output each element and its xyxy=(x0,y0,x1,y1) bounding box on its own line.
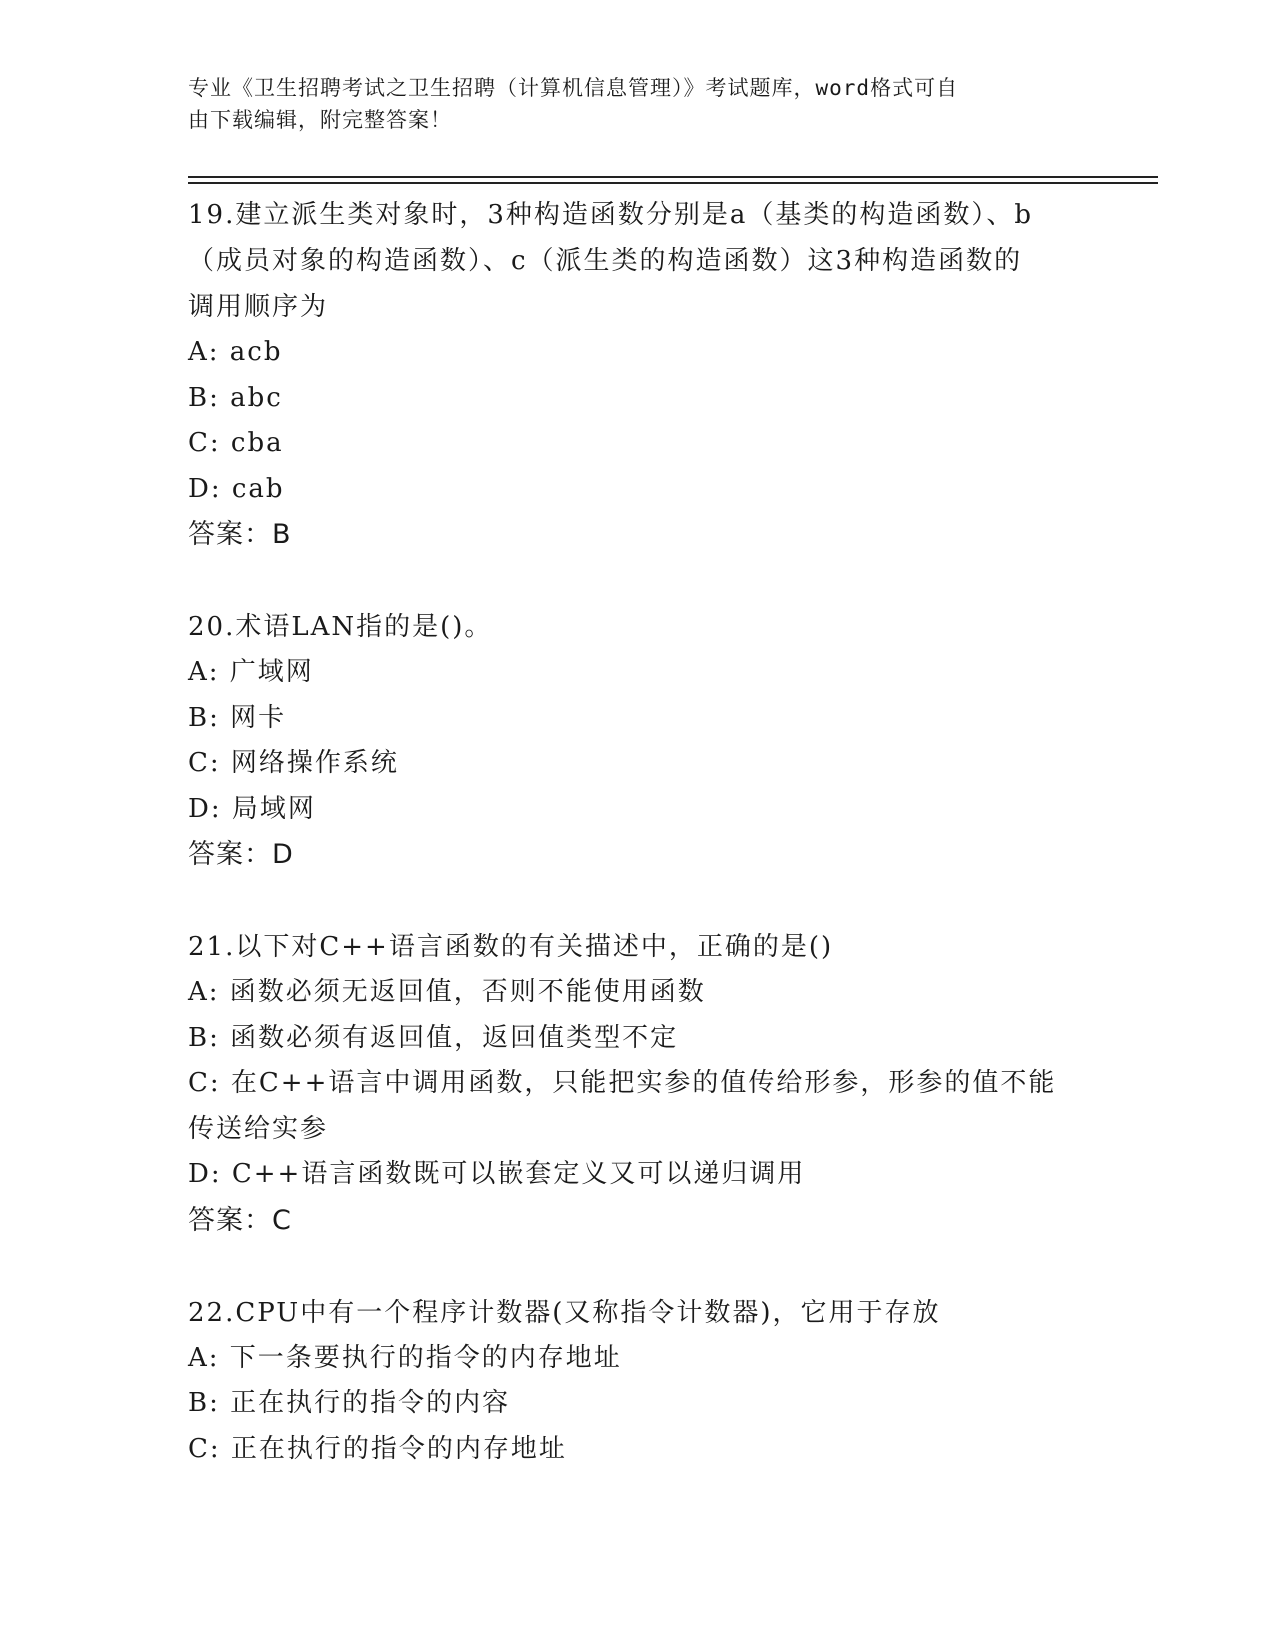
answer-option: D: 局域网 xyxy=(188,793,316,824)
header-divider-top xyxy=(188,176,1158,178)
answer-option: B: 网卡 xyxy=(188,702,287,733)
question-block xyxy=(188,1290,1088,1473)
answer-option: C: 在C++语言中调用函数，只能把实参的值传给形参，形参的值不能 xyxy=(188,1068,1057,1098)
question-spacer xyxy=(188,558,1088,604)
answer-option: A: 函数必须无返回值，否则不能使用函数 xyxy=(188,977,706,1007)
answer-option: A: acb xyxy=(188,337,283,367)
question-block xyxy=(188,924,1088,1290)
document-header xyxy=(188,72,1068,136)
answer-option: A: 广域网 xyxy=(188,657,314,687)
question-stem-line: 22.CPU中有一个程序计数器(又称指令计数器)，它用于存放 xyxy=(188,1297,941,1328)
question-stem-line: 21.以下对C++语言函数的有关描述中，正确的是() xyxy=(188,932,834,962)
question-stem-line: 20.术语LAN指的是()。 xyxy=(188,612,493,642)
answer-option: B: 函数必须有返回值，返回值类型不定 xyxy=(188,1022,679,1053)
question-stem-line: 19.建立派生类对象时，3种构造函数分别是a（基类的构造函数）、b xyxy=(188,200,1034,230)
answer-key: 答案：B xyxy=(188,519,292,550)
answer-option: 传送给实参 xyxy=(188,1113,329,1144)
question-spacer xyxy=(188,878,1088,924)
question-block xyxy=(188,192,1088,604)
answer-option: C: 正在执行的指令的内存地址 xyxy=(188,1433,567,1464)
header-line-2: 由下载编辑，附完整答案！ xyxy=(188,108,452,132)
answer-option: A: 下一条要执行的指令的内存地址 xyxy=(188,1342,622,1373)
answer-option: C: 网络操作系统 xyxy=(188,748,399,778)
question-stem-line: （成员对象的构造函数）、c（派生类的构造函数）这3种构造函数的 xyxy=(188,246,1023,276)
question-list xyxy=(188,192,1088,1472)
header-divider-bottom xyxy=(188,182,1158,184)
answer-key: 答案：D xyxy=(188,839,294,870)
answer-option: C: cba xyxy=(188,428,284,458)
answer-key: 答案：C xyxy=(188,1204,292,1236)
question-stem-line: 调用顺序为 xyxy=(188,292,329,322)
answer-option: D: C++语言函数既可以嵌套定义又可以递归调用 xyxy=(188,1159,806,1189)
answer-option: D: cab xyxy=(188,473,285,504)
answer-option: B: 正在执行的指令的内容 xyxy=(188,1388,511,1418)
header-line-1: 专业《卫生招聘考试之卫生招聘（计算机信息管理）》考试题库，word格式可自 xyxy=(188,76,959,100)
question-spacer xyxy=(188,1244,1088,1290)
question-block xyxy=(188,604,1088,924)
answer-option: B: abc xyxy=(188,382,283,413)
